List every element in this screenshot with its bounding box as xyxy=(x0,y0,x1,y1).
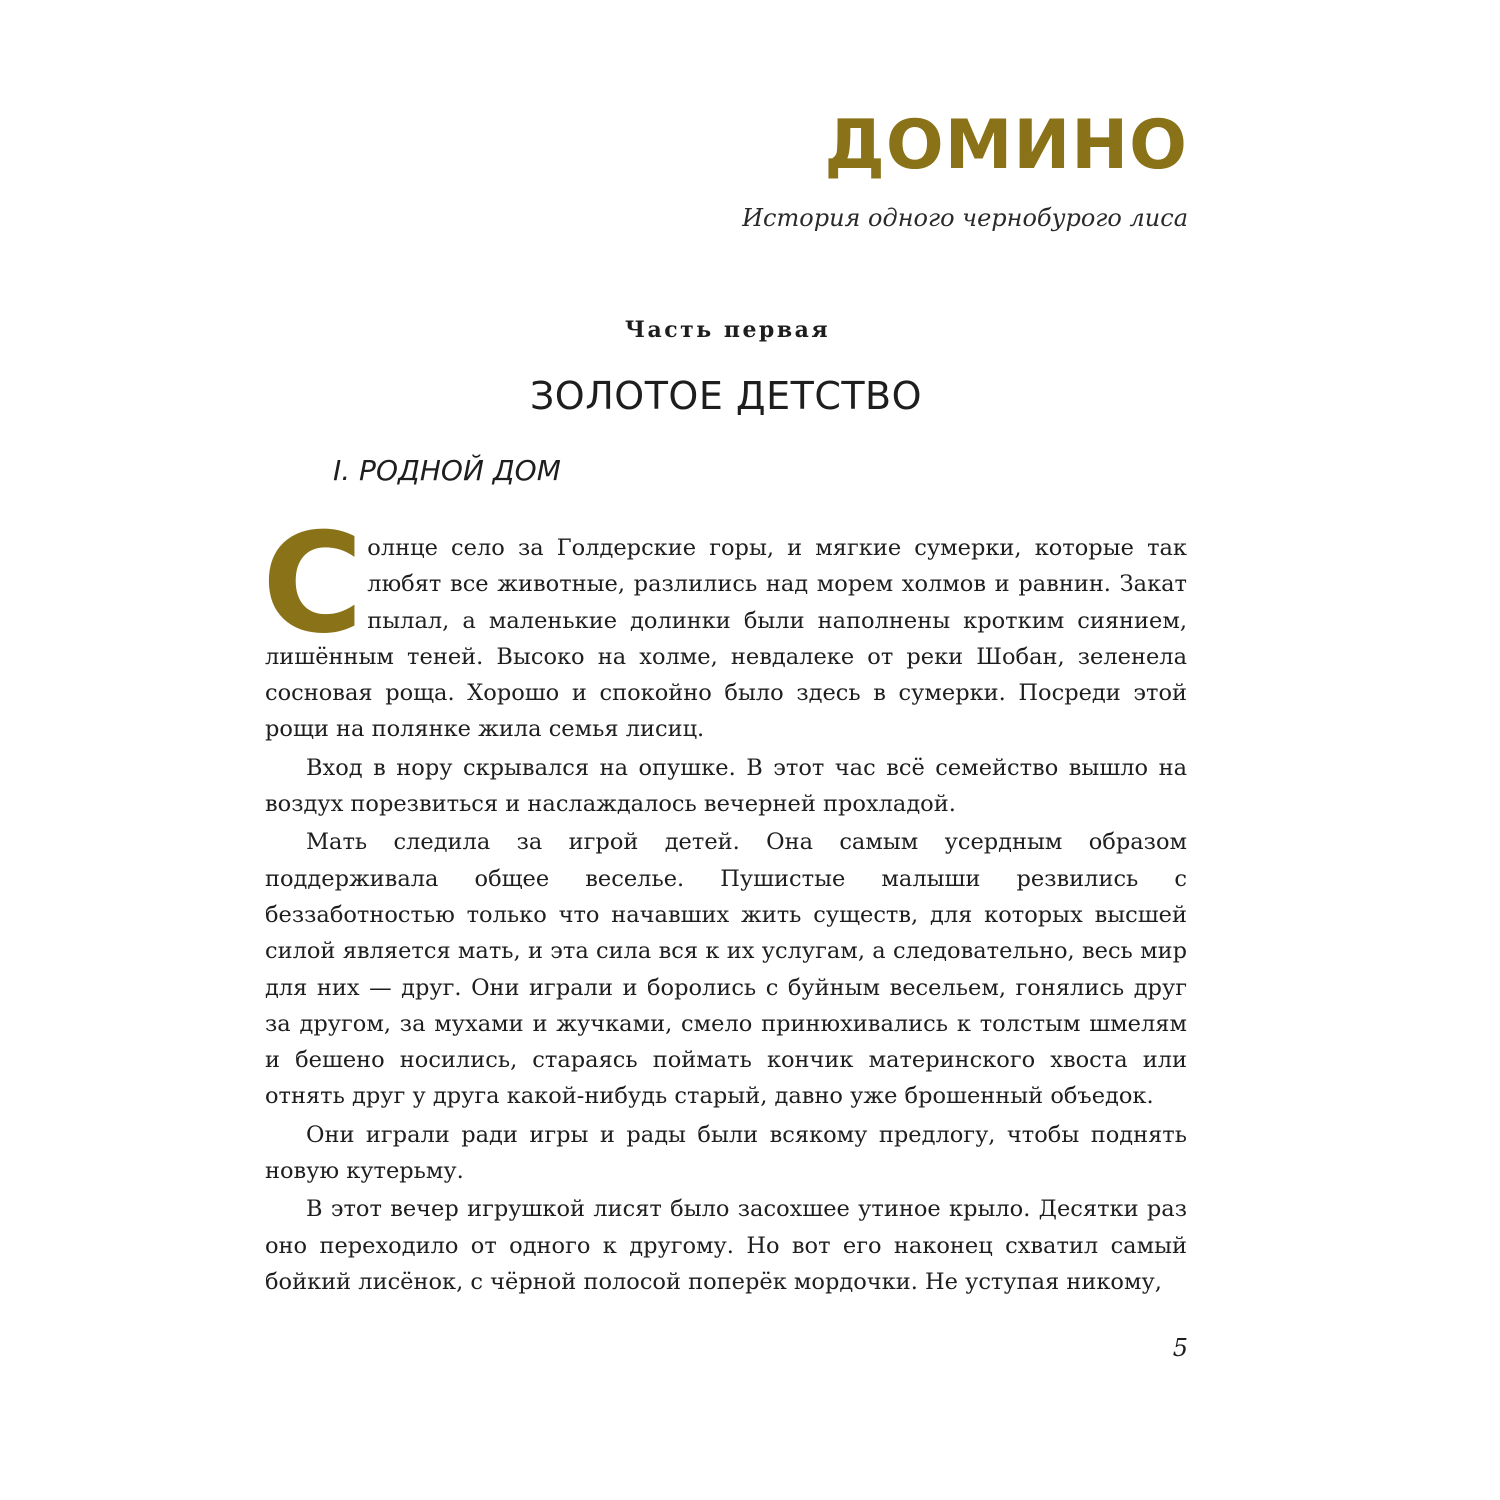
book-subtitle: История одного чернобурого лиса xyxy=(742,204,1188,232)
page-number: 5 xyxy=(1172,1334,1188,1362)
drop-cap: С xyxy=(262,503,364,664)
paragraph-1 xyxy=(262,503,1187,748)
part-title: ЗОЛОТОЕ ДЕТСТВО xyxy=(529,374,923,418)
book-title: ДОМИНО xyxy=(824,106,1188,185)
chapter-title: I. РОДНОЙ ДОМ xyxy=(333,454,561,487)
paragraph-1-text: олнце село за Голдерские горы, и мягкие сумерки, которые так любят все животные, разлились над морем холмов и равнин. Закат пылал, а маленькие долинки были наполнены кротким сиянием, лишённым теней. Высоко на холме, невдалеке от реки Шобан, зеленела сосновая роща. Хорошо и спокойно было здесь в сумерки. Посреди этой рощи на полянке жила семья лисиц. xyxy=(265,535,1187,743)
paragraph-4: Они играли ради игры и рады были всякому предлогу, чтобы поднять новую кутерьму. xyxy=(265,1121,1187,1185)
paragraph-3: Мать следила за игрой детей. Она самым усердным образом поддерживала общее веселье. Пушистые малыши резвились с беззаботностью только что начавших жить существ, для которых высшей силой является мать, и эта сила вся к их услугам, а следовательно, весь мир для них — друг. Они играли и боролись с буйным весельем, гонялись друг за другом, за мухами и жучками, смело принюхивались к толстым шмелям и бешено носились, стараясь поймать кончик материнского хвоста или отнять друг у друга какой-нибудь старый, давно уже брошенный объедок. xyxy=(265,829,1187,1110)
body-text xyxy=(262,503,1187,1302)
paragraph-2: Вход в нору скрывался на опушке. В этот час всё семейство вышло на воздух порезвиться и наслаждалось вечерней прохладой. xyxy=(265,754,1187,818)
paragraph-5: В этот вечер игрушкой лисят было засохшее утиное крыло. Десятки раз оно переходило от одного к другому. Но вот его наконец схватил самый бойкий лисёнок, с чёрной полосой поперёк мордочки. Не уступая никому, xyxy=(265,1196,1187,1295)
part-label: Часть первая xyxy=(624,317,831,343)
